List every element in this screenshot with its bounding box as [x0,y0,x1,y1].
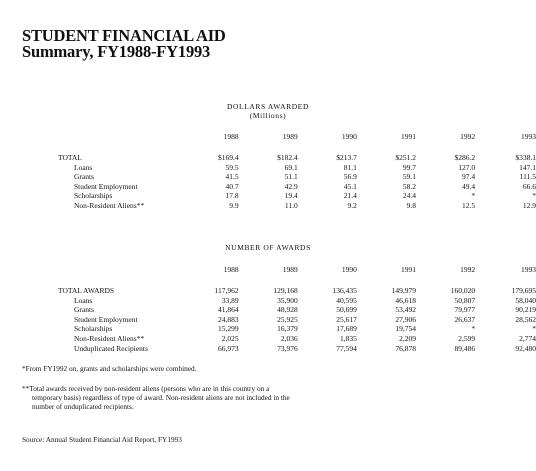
table-cell: 66,973 [218,343,239,353]
table-cell: 17,689 [336,324,357,334]
table-row [58,315,536,325]
table-cell: 53,492 [395,305,416,315]
table-row [58,305,536,315]
table-cell: 127.0 [458,162,476,172]
table-cell: 56.9 [343,172,357,182]
footnote-text: number of unduplicated recipients. [32,402,134,412]
table-cell: 149,979 [391,286,416,295]
table-cell: 24.4 [402,191,416,201]
row-label: Student Employment [74,314,138,324]
table-cell: 24,883 [218,314,239,324]
table-cell: 136,435 [332,286,357,295]
row-label: Unduplicated Recipients [74,343,148,353]
table-cell: 27,906 [395,314,416,324]
footnote-combined [22,364,402,373]
table-cell: 51.1 [284,172,298,182]
table-cell: 147.1 [519,162,536,172]
table-cell: * [471,191,476,201]
title-line-2: Summary, FY1988-FY1993 [22,42,211,61]
table-row [58,182,536,192]
table-cell: 50,807 [454,295,476,305]
table-row [58,172,536,182]
year-header: 1990 [341,265,357,275]
year-header: 1988 [223,265,239,275]
table-cell: 9.8 [406,200,416,210]
table-row [58,296,536,306]
table-cell: 49.4 [461,181,476,191]
table-cell: 58,040 [515,295,536,305]
table-cell: 99.7 [402,162,416,172]
table-row [58,201,536,211]
year-header: 1991 [400,132,416,142]
footnote-text: *From FY1992 on, grants and scholarships were combined. [22,364,197,373]
table-cell: 21.4 [343,191,357,201]
row-label: Loans [74,295,93,305]
table-cell: 92,480 [515,343,536,353]
table-cell: 90,219 [515,305,536,315]
table-cell: 9.9 [229,200,239,210]
table-cell: 25,617 [336,314,357,324]
table-cell: 2,025 [221,333,239,343]
table-cell: 69.1 [284,162,298,172]
table-cell: 81.1 [343,162,357,172]
table-cell: 59.1 [402,172,416,182]
table-row [58,286,536,296]
table-cell: 17.8 [225,191,239,201]
table-cell: 160,020 [450,286,476,295]
row-label: TOTAL [58,153,82,162]
table-cell: 11.0 [284,200,298,210]
table-cell: 42.9 [284,181,298,191]
table-cell: 79,977 [454,305,476,315]
table-cell: 19,754 [395,324,416,334]
table-cell: 117,962 [214,286,239,295]
table-cell: * [471,324,476,334]
table-cell: $251.2 [395,153,416,162]
table-cell: 28,562 [515,314,536,324]
table-cell: 76,878 [395,343,416,353]
table-cell: 48,928 [277,305,298,315]
table-cell: 41.5 [225,172,239,182]
table-cell: $169.4 [218,153,239,162]
awards-heading: NUMBER OF AWARDS [225,243,311,252]
year-header-row [58,264,536,276]
year-header: 1988 [223,132,239,142]
table-cell: 40.7 [225,181,239,191]
footnote-text: **Total awards received by non-resident aliens (persons who are in this country on a [22,384,270,393]
table-cell: 12.9 [522,200,536,210]
year-header: 1993 [521,265,536,275]
table-cell: 179,695 [511,286,536,295]
row-label: Grants [74,305,94,315]
table-cell: 40,595 [336,295,357,305]
year-header: 1989 [282,265,298,275]
table-cell: 16,379 [277,324,298,334]
year-header: 1989 [282,132,298,142]
row-label: Student Employment [74,181,138,191]
table-row [58,344,536,354]
table-cell: * [532,191,536,201]
dollars-heading: DOLLARS AWARDED [227,102,309,111]
source-note: Source: Annual Student Financial Aid Report, FY1993 [22,435,182,444]
table-cell: 2,774 [519,333,536,343]
table-cell: $182.4 [277,153,298,162]
table-cell: 50,699 [336,305,357,315]
table-cell: 9.2 [347,200,357,210]
table-cell: 26,637 [454,314,476,324]
table-row [58,153,536,163]
table-row [58,324,536,334]
row-label: Grants [74,172,94,182]
year-header: 1992 [460,265,476,275]
table-cell: 45.1 [343,181,357,191]
row-label: Non-Resident Aliens** [74,200,145,210]
table-row [58,334,536,344]
table-row [58,163,536,173]
row-label: Scholarships [74,191,113,201]
table-cell: 97.4 [461,172,476,182]
table-cell: 46,618 [395,295,416,305]
table-cell: 1,835 [339,333,357,343]
year-header: 1992 [460,132,476,142]
row-label: Loans [74,162,93,172]
table-cell: 19.4 [284,191,298,201]
report-title [22,28,226,60]
title-line-1: STUDENT FINANCIAL AID [22,26,226,45]
table-cell: 129,168 [273,286,298,295]
row-label: Scholarships [74,324,113,334]
table-cell: 89,486 [454,343,476,353]
year-header: 1990 [341,132,357,142]
table-cell: $338.1 [515,153,536,162]
table-cell: 25,925 [277,314,298,324]
year-header: 1993 [521,132,536,142]
table-cell: $286.2 [454,153,476,162]
table-cell: 35,900 [277,295,298,305]
table-cell: 59.5 [225,162,239,172]
table-cell: 2,209 [399,333,416,343]
number-of-awards-table [58,264,536,353]
table-cell: 12.5 [461,200,476,210]
footnote-non-resident [22,384,402,412]
table-row [58,191,536,201]
year-header: 1991 [400,265,416,275]
table-cell: 2,036 [280,333,298,343]
footnote-text: temporary basis) regardless of type of award. Non-resident aliens are not included in the [32,393,290,403]
table-cell: 73,976 [277,343,298,353]
row-label: TOTAL AWARDS [58,286,115,295]
table-cell: 66.6 [522,181,536,191]
table-cell: 77,594 [336,343,357,353]
table-cell: 33,89 [221,295,239,305]
dollars-subheading: (Millions) [249,111,287,120]
year-header-row [58,131,536,143]
row-label: Non-Resident Aliens** [74,333,145,343]
table-cell: 2,599 [458,333,476,343]
table-cell: $213.7 [336,153,357,162]
table-cell: 41,864 [218,305,239,315]
dollars-awarded-table [58,131,536,211]
table-cell: * [532,324,536,334]
table-cell: 15,299 [218,324,239,334]
table-cell: 58.2 [402,181,416,191]
table-cell: 111.5 [519,172,536,182]
